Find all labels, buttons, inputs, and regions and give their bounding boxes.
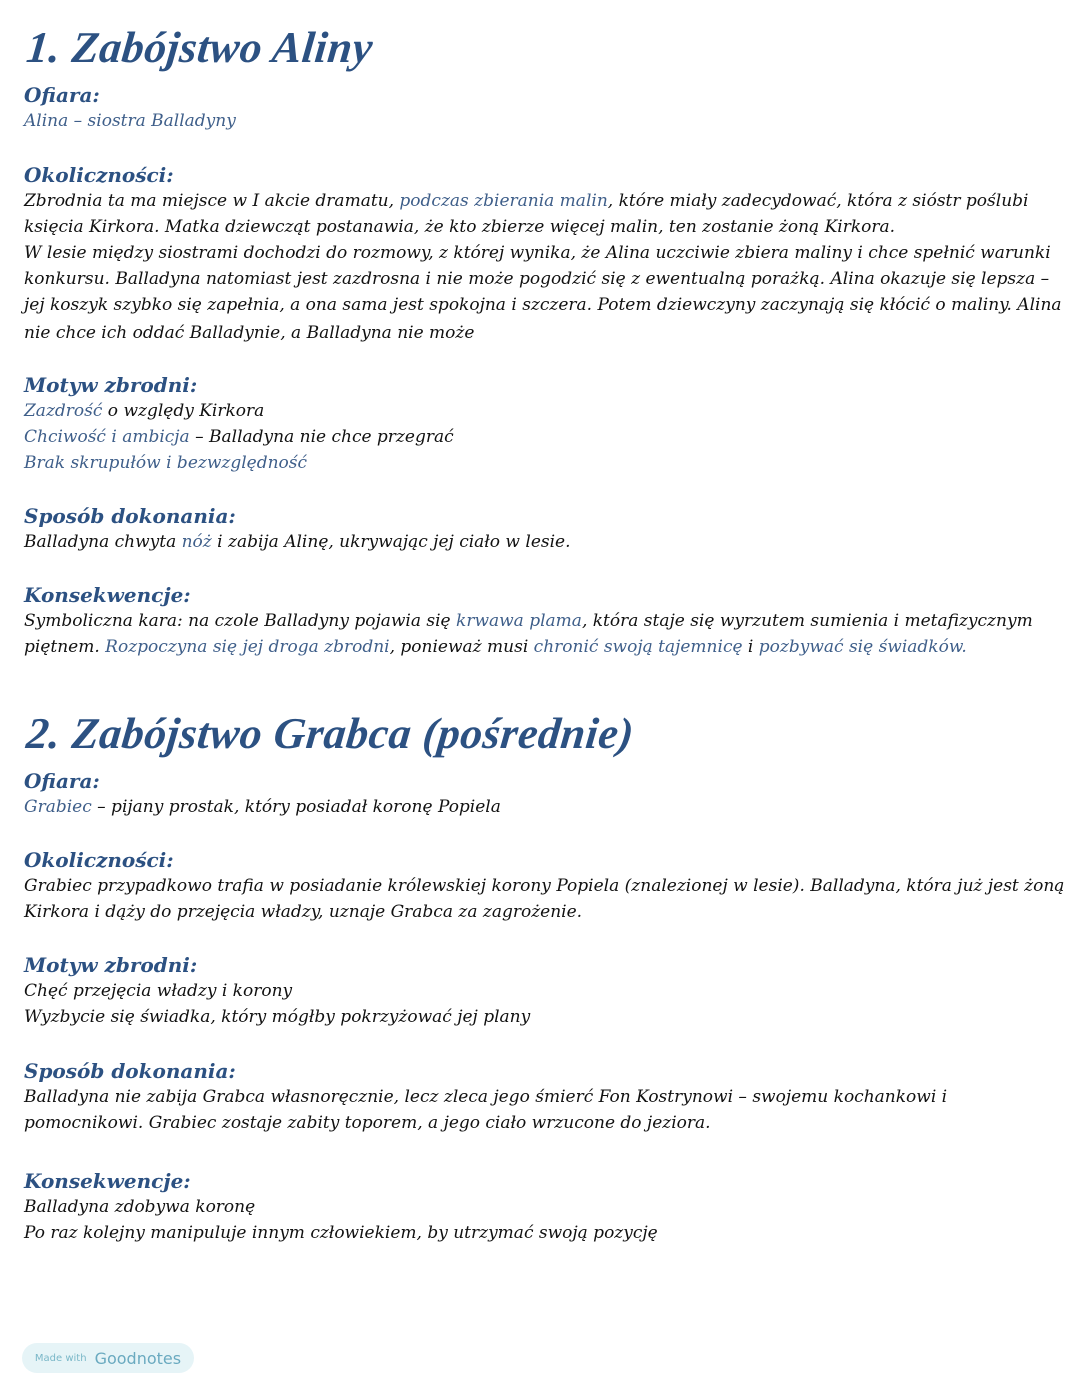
section-2-circumstances	[24, 847, 1064, 925]
section-1-title: 1. Zabójstwo Aliny	[24, 23, 376, 72]
text-span: – Balladyna nie chce przegrać	[189, 427, 454, 447]
text-span: i zabija Alinę, ukrywając jej ciało w lesie.	[211, 532, 571, 552]
text-span: Symboliczna kara: na czole Balladyny pojawia się	[24, 611, 457, 631]
motive-item: Brak skrupułów i bezwzględność	[24, 453, 308, 473]
consequences-item: Balladyna zdobywa koronę	[24, 1197, 256, 1217]
motive-item	[24, 424, 454, 450]
section-2-method	[24, 1058, 947, 1136]
method-heading: Sposób dokonania:	[24, 504, 236, 528]
consequences-heading: Konsekwencje:	[24, 1169, 191, 1193]
text-span: Zbrodnia ta ma miejsce w I akcie dramatu,	[24, 191, 400, 211]
badge-prefix: Made with	[34, 1352, 87, 1364]
circumstances-line: księcia Kirkora. Matka dziewcząt postanawia, że kto zbierze więcej malin, ten zostanie żoną Kirkora.	[24, 217, 896, 237]
circumstances-heading: Okoliczności:	[24, 163, 174, 187]
text-span: , które miały zadecydować, która z sióstr poślubi	[607, 191, 1029, 211]
highlight-span: pozbywać się świadków.	[758, 637, 967, 657]
text-span: piętnem.	[24, 637, 106, 657]
method-text	[24, 529, 571, 555]
made-with-goodnotes-badge[interactable]	[22, 1343, 194, 1373]
section-1-method	[24, 503, 571, 555]
text-span: i	[742, 637, 759, 657]
motive-heading: Motyw zbrodni:	[24, 373, 198, 397]
section-2-motive	[24, 952, 530, 1030]
consequences-item: Po raz kolejny manipuluje innym człowiekiem, by utrzymać swoją pozycję	[24, 1223, 658, 1243]
consequences-heading: Konsekwencje:	[24, 583, 191, 607]
text-span: , ponieważ musi	[389, 637, 534, 657]
method-line: Balladyna nie zabija Grabca własnoręcznie, lecz zleca jego śmierć Fon Kostrynowi – swojemu kochankowi i	[24, 1087, 948, 1107]
text-span: o względy Kirkora	[102, 401, 265, 421]
method-heading: Sposób dokonania:	[24, 1059, 236, 1083]
section-1-circumstances	[24, 162, 1062, 346]
section-1-motive	[24, 372, 454, 476]
highlight-span: Rozpoczyna się jej droga zbrodni	[105, 637, 390, 657]
text-span: , która staje się wyrzutem sumienia i metafizycznym	[581, 611, 1033, 631]
highlight-span: krwawa plama	[456, 611, 582, 631]
consequences-line	[24, 634, 1033, 660]
highlight-span: Zazdrość	[24, 401, 103, 421]
section-1-consequences	[24, 582, 1033, 660]
circumstances-line: jej koszyk szybko się zapełnia, a ona sama jest spokojna i szczera. Potem dziewczyny zaczynają się kłócić o maliny. Alina	[24, 295, 1062, 315]
text-span: Balladyna chwyta	[24, 532, 182, 552]
circumstances-line: konkursu. Balladyna natomiast jest zazdrosna i nie może pogodzić się z ewentualną porażką. Alina okazuje się lepsza –	[24, 269, 1050, 289]
circumstances-line: Kirkora i dąży do przejęcia władzy, uznaje Grabca za zagrożenie.	[24, 902, 583, 922]
motive-item: Chęć przejęcia władzy i korony	[24, 981, 293, 1001]
section-1-victim	[24, 82, 236, 134]
motive-heading: Motyw zbrodni:	[24, 953, 198, 977]
victim-text	[24, 794, 501, 820]
victim-heading: Ofiara:	[24, 769, 100, 793]
circumstances-line	[24, 188, 1062, 214]
victim-text: Alina – siostra Balladyny	[24, 111, 236, 131]
text-span: – pijany prostak, który posiadał koronę Popiela	[91, 797, 501, 817]
motive-item: Wyzbycie się świadka, który mógłby pokrzyżować jej plany	[24, 1007, 531, 1027]
highlight-span: chronić swoją tajemnicę	[533, 637, 743, 657]
method-line: pomocnikowi. Grabiec zostaje zabity toporem, a jego ciało wrzucone do jeziora.	[24, 1113, 711, 1133]
highlight-span: Grabiec	[24, 797, 92, 817]
section-2-victim	[24, 768, 501, 820]
circumstances-line: nie chce ich oddać Balladynie, a Balladyna nie może	[24, 323, 475, 343]
section-2-title: 2. Zabójstwo Grabca (pośrednie)	[24, 709, 637, 758]
highlight-span: nóż	[181, 532, 212, 552]
circumstances-line: Grabiec przypadkowo trafia w posiadanie królewskiej korony Popiela (znalezionej w lesie). Balladyna, która już jest żoną	[24, 876, 1065, 896]
victim-heading: Ofiara:	[24, 83, 100, 107]
goodnotes-logo-text: Goodnotes	[94, 1348, 182, 1368]
consequences-line	[24, 608, 1033, 634]
highlight-span: podczas zbierania malin	[399, 191, 608, 211]
circumstances-line: W lesie między siostrami dochodzi do rozmowy, z której wynika, że Alina uczciwie zbiera maliny i chce spełnić warunki	[24, 243, 1051, 263]
highlight-span: Chciwość i ambicja	[24, 427, 190, 447]
motive-item	[24, 398, 454, 424]
circumstances-heading: Okoliczności:	[24, 848, 174, 872]
section-2-consequences	[24, 1168, 658, 1246]
